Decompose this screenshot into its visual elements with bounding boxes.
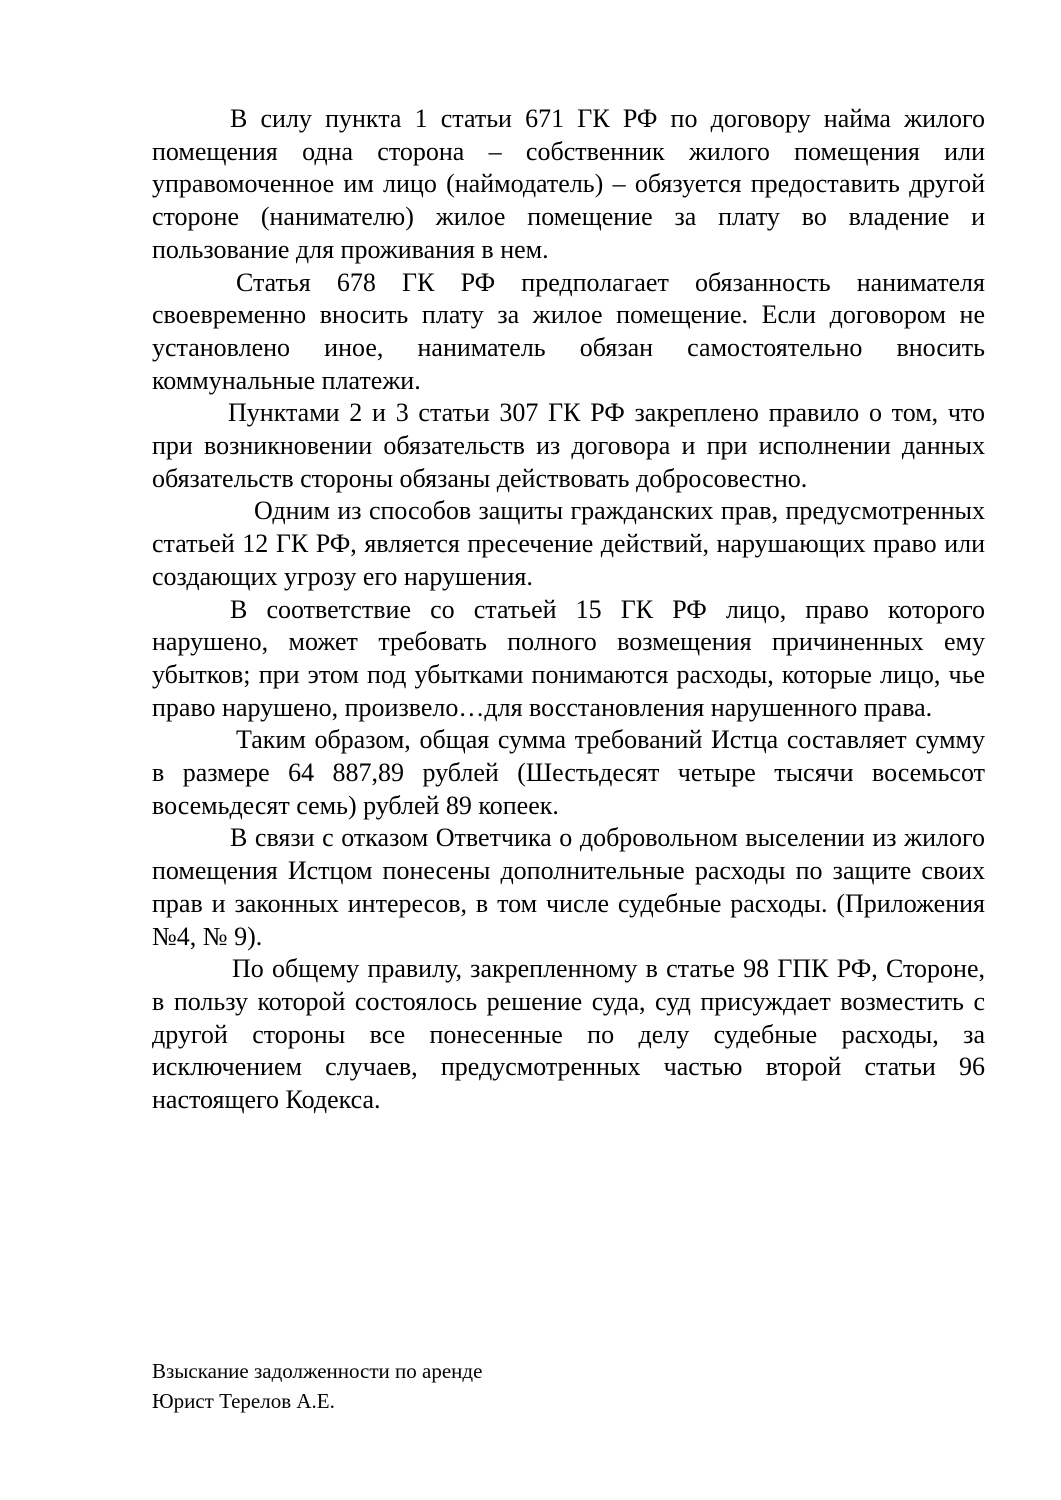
paragraph-article-15: В соответствие со статьей 15 ГК РФ лицо, право которого нарушено, может требовать полного возмещения причиненных ему убытков; при этом под убытками понимаются расходы, которые лицо, чье право нарушено, произвело…для восстановления нарушенного права. (152, 594, 985, 722)
footer-topic: Взыскание задолженности по аренде (152, 1359, 483, 1383)
paragraph-additional-expenses: В связи с отказом Ответчика о добровольном выселении из жилого помещения Истцом понесены дополнительные расходы по защите своих прав и законных интересов, в том числе судебные расходы. (Приложения №4, № 9). (152, 823, 985, 951)
paragraph-article-671: В силу пункта 1 статьи 671 ГК РФ по договору найма жилого помещения одна сторона – собственник жилого помещения или управомоченное им лицо (наймодатель) – обязуется предоставить другой стороне (нанимателю) жилое помещение за плату во владение и пользование для проживания в нем. (152, 104, 985, 264)
footer-author: Юрист Терелов А.Е. (152, 1389, 335, 1413)
paragraph-article-98: По общему правилу, закрепленному в статье 98 ГПК РФ, Стороне, в пользу которой состоялось решение суда, суд присуждает возместить с другой стороны все понесенные по делу судебные расходы, за исключением случаев, предусмотренных частью второй статьи 96 настоящего Кодекса. (152, 954, 985, 1115)
paragraph-claim-total: Таким образом, общая сумма требований Истца составляет сумму в размере 64 887,89 рублей (Шестьдесят четыре тысячи восемьсот восемьдесят семь) рублей 89 копеек. (152, 725, 985, 820)
document-footer (152, 1356, 482, 1416)
document-body (152, 103, 985, 1117)
paragraph-article-12: Одним из способов защиты гражданских прав, предусмотренных статьей 12 ГК РФ, является пресечение действий, нарушающих право или создающих угрозу его нарушения. (152, 496, 985, 591)
paragraph-article-307: Пунктами 2 и 3 статьи 307 ГК РФ закреплено правило о том, что при возникновении обязательств из договора и при исполнении данных обязательств стороны обязаны действовать добросовестно. (152, 398, 985, 493)
paragraph-article-678: Статья 678 ГК РФ предполагает обязанность нанимателя своевременно вносить плату за жилое помещение. Если договором не установлено иное, наниматель обязан самостоятельно вносить коммунальные платежи. (152, 267, 985, 395)
